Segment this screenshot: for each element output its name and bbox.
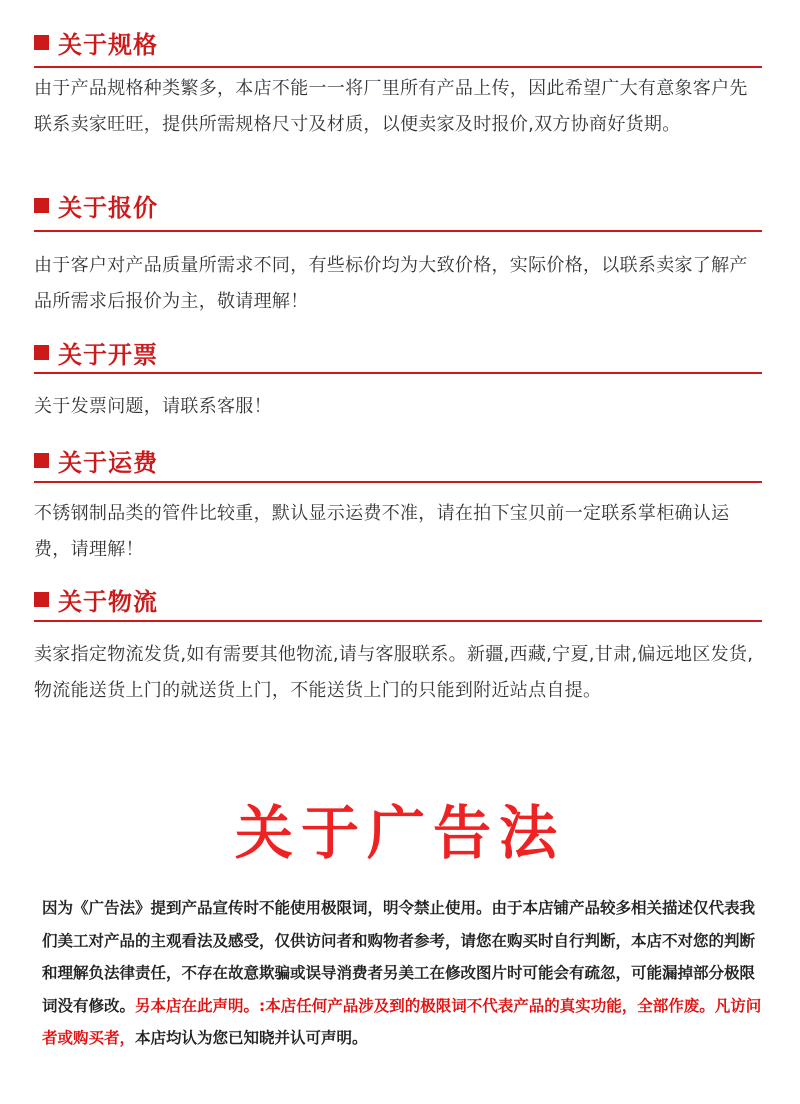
- section-title: 关于规格: [58, 30, 158, 59]
- notice-text-end: 本店均认为您已知晓并认可声明。: [135, 1029, 368, 1047]
- square-bullet-icon: [34, 35, 49, 50]
- square-bullet-icon: [34, 453, 49, 468]
- section-title: 关于报价: [58, 193, 158, 222]
- section-title: 关于物流: [58, 587, 158, 616]
- divider: [34, 230, 762, 232]
- square-bullet-icon: [34, 198, 49, 213]
- section-header: [34, 26, 158, 58]
- ad-law-notice: [42, 892, 762, 1055]
- section-body: 由于客户对产品质量所需求不同，有些标价均为大致价格，实际价格，以联系卖家了解产品所需求后报价为主，敬请理解！: [34, 255, 748, 312]
- notice-text: 因为《广告法》提到产品宣传时不能使用极限词，明令禁止使用。由于本店铺产品较多相关描述仅代表我们美工对产品的主观看法及感受，仅供访问者和购物者参考，请您在购买时自行判断，本店不对您的判断和理解负法律责任，不存在故意欺骗或误导消费者另美工在修改图片时可能会有疏忽，可能漏掉部分极限词没有修改。: [42, 899, 756, 1015]
- section-body: 不锈钢制品类的管件比较重，默认显示运费不准，请在拍下宝贝前一定联系掌柜确认运费，请理解！: [34, 503, 730, 560]
- divider: [34, 66, 762, 68]
- section-header: [34, 583, 158, 615]
- section-title: 关于运费: [58, 448, 158, 477]
- square-bullet-icon: [34, 592, 49, 607]
- section-title: 关于开票: [58, 340, 158, 369]
- square-bullet-icon: [34, 345, 49, 360]
- notice-highlight: 另本店在此声明。:本店任何产品涉及到的极限词不代表产品的真实功能，全部作废。凡访问者或购买者，: [42, 996, 762, 1047]
- section-header: [34, 336, 158, 368]
- ad-law-title: 关于广告法: [234, 799, 565, 867]
- section-body: 由于产品规格种类繁多，本店不能一一将厂里所有产品上传，因此希望广大有意象客户先联系卖家旺旺，提供所需规格尺寸及材质，以便卖家及时报价,双方协商好货期。: [34, 78, 748, 135]
- section-header: [34, 189, 158, 221]
- section-header: [34, 444, 158, 476]
- section-body: 关于发票问题，请联系客服！: [34, 396, 272, 417]
- divider: [34, 372, 762, 374]
- divider: [34, 620, 762, 622]
- section-body: 卖家指定物流发货,如有需要其他物流,请与客服联系。新疆,西藏,宁夏,甘肃,偏远地区发货,物流能送货上门的就送货上门，不能送货上门的只能到附近站点自提。: [34, 644, 754, 701]
- divider: [34, 481, 762, 483]
